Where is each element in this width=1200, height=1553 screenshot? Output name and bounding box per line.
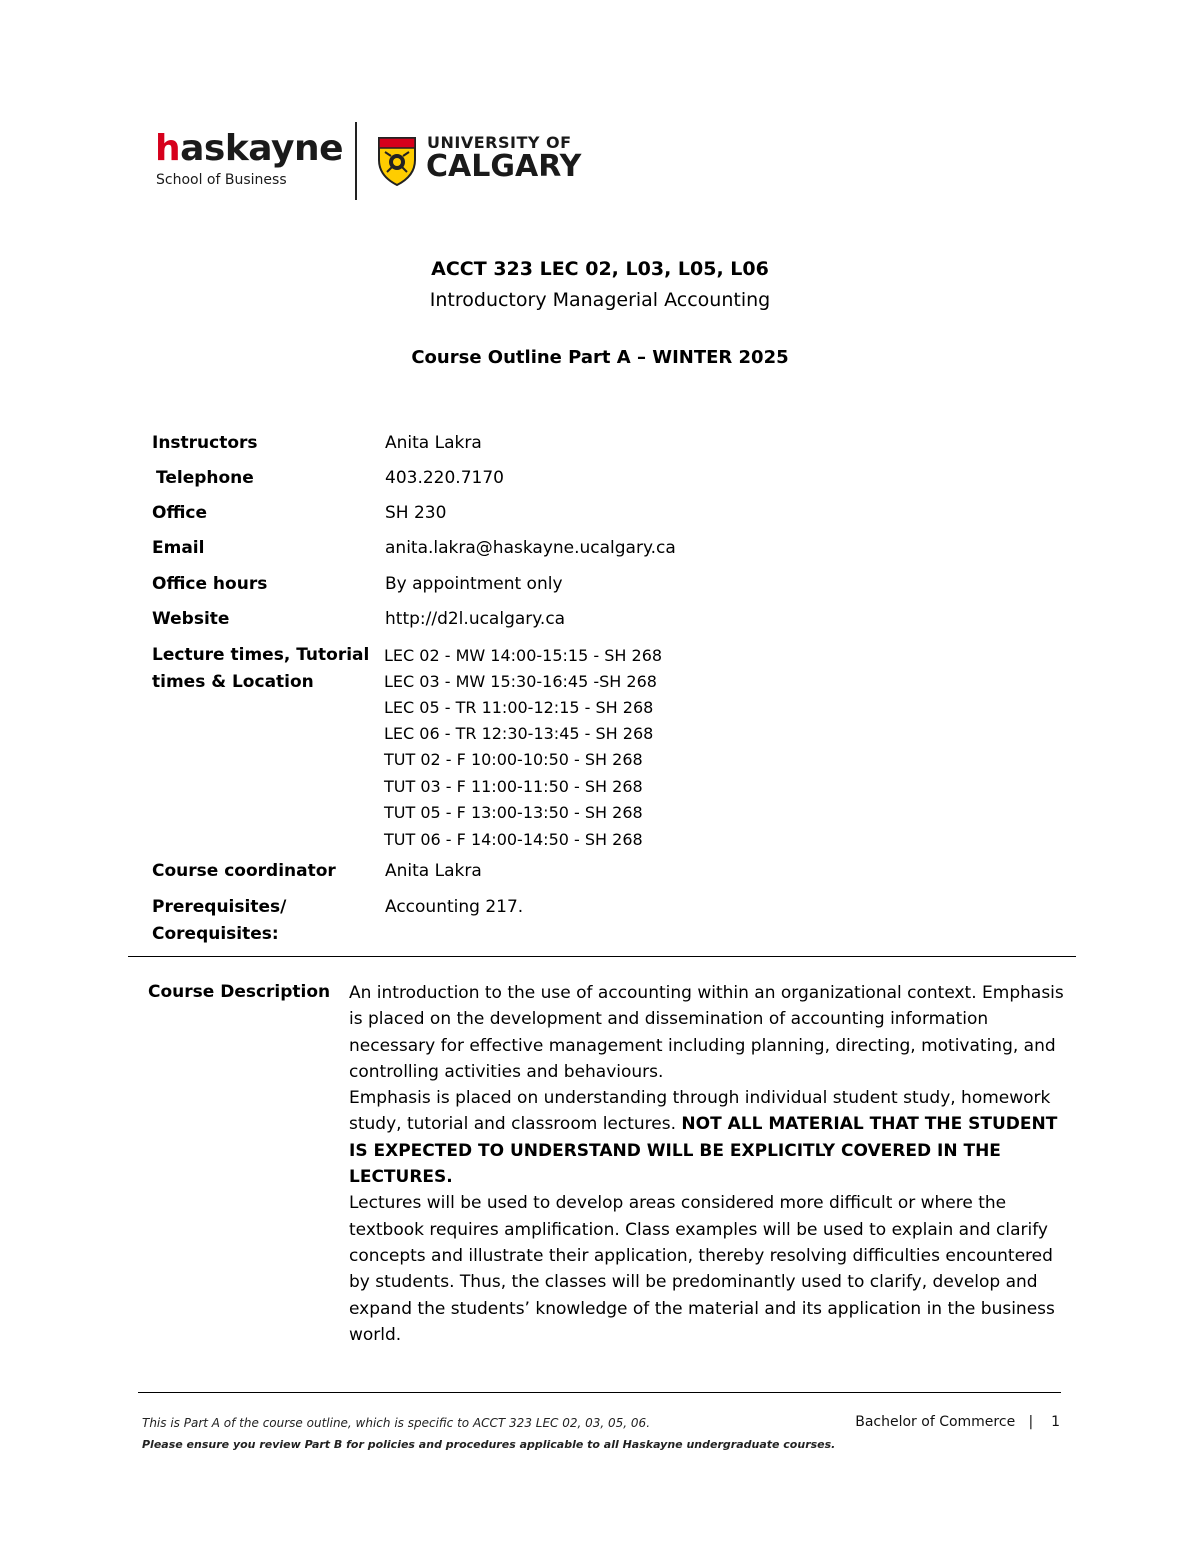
footer-program-page — [855, 1414, 1060, 1430]
lecture-times-label-line1: Lecture times, Tutorial — [152, 645, 370, 665]
footer-note-part-b: Please ensure you review Part B for policies and procedures applicable to all Haskayne undergraduate courses. — [142, 1438, 836, 1451]
website-label: Website — [152, 609, 230, 629]
instructors-label: Instructors — [152, 433, 258, 453]
schedule-line: TUT 06 - F 14:00-14:50 - SH 268 — [384, 830, 643, 849]
course-name: Introductory Managerial Accounting — [429, 289, 771, 311]
haskayne-wordmark-rest: askayne — [180, 128, 343, 169]
office-label: Office — [152, 503, 208, 523]
university-logo-bottom: CALGARY — [426, 149, 582, 184]
telephone-value: 403.220.7170 — [385, 468, 504, 488]
haskayne-logo-subtitle: School of Business — [156, 172, 287, 188]
outline-title: Course Outline Part A – WINTER 2025 — [411, 347, 789, 368]
lecture-times-label-line2: times & Location — [152, 672, 314, 692]
coordinator-value: Anita Lakra — [385, 861, 482, 881]
description-emphasis: NOT ALL MATERIAL THAT THE STUDENT IS EXPECTED TO UNDERSTAND WILL BE EXPLICITLY COVERED IN THE LECTURES. — [349, 1114, 1058, 1188]
page-number: 1 — [1051, 1414, 1060, 1430]
prerequisites-label-line1: Prerequisites/ — [152, 897, 287, 917]
prerequisites-label-line2: Corequisites: — [152, 924, 279, 944]
haskayne-accent-letter: h — [155, 128, 181, 169]
logo-divider — [355, 122, 357, 200]
schedule-line: TUT 02 - F 10:00-10:50 - SH 268 — [384, 750, 643, 769]
description-text: Emphasis is placed on understanding through individual student study, homework study, tutorial and classroom lectures. — [349, 1088, 1051, 1135]
prerequisites-value: Accounting 217. — [385, 897, 524, 917]
footer-note: This is Part A of the course outline, which is specific to ACCT 323 LEC 02, 03, 05, 06. — [142, 1416, 651, 1430]
schedule-line: LEC 06 - TR 12:30-13:45 - SH 268 — [384, 724, 654, 743]
university-crest-icon — [377, 134, 417, 186]
schedule-line: LEC 05 - TR 11:00-12:15 - SH 268 — [384, 698, 654, 717]
footer-divider — [138, 1392, 1061, 1393]
university-logo-top: UNIVERSITY OF — [427, 133, 572, 152]
haskayne-logo-wordmark — [155, 128, 343, 169]
schedule-line: TUT 05 - F 13:00-13:50 - SH 268 — [384, 803, 643, 822]
program-name: Bachelor of Commerce — [855, 1414, 1016, 1430]
schedule-line: LEC 03 - MW 15:30-16:45 -SH 268 — [384, 672, 657, 691]
office-hours-label: Office hours — [152, 574, 268, 594]
website-link[interactable]: http://d2l.ucalgary.ca — [385, 609, 566, 629]
telephone-label: Telephone — [156, 468, 254, 488]
email-label: Email — [152, 538, 205, 558]
course-code: ACCT 323 LEC 02, L03, L05, L06 — [431, 258, 769, 280]
description-paragraph — [349, 1085, 1079, 1190]
section-divider — [128, 956, 1076, 957]
course-description-label: Course Description — [148, 982, 331, 1002]
office-hours-value: By appointment only — [385, 574, 563, 594]
office-value: SH 230 — [385, 503, 447, 523]
course-description-body — [349, 980, 1079, 1348]
footer-separator: | — [1028, 1414, 1034, 1430]
description-paragraph: An introduction to the use of accounting within an organizational context. Emphasis is placed on the development and dissemination of accounting information necessary for effective management including planning, directing, motivating, and controlling activities and behaviours. — [349, 983, 1064, 1082]
schedule-line: LEC 02 - MW 14:00-15:15 - SH 268 — [384, 646, 663, 665]
schedule-line: TUT 03 - F 11:00-11:50 - SH 268 — [384, 777, 643, 796]
email-value[interactable]: anita.lakra@haskayne.ucalgary.ca — [385, 538, 676, 558]
coordinator-label: Course coordinator — [152, 861, 336, 881]
description-paragraph: Lectures will be used to develop areas considered more difficult or where the textbook requires amplification. Class examples will be used to explain and clarify concepts and illustrate their application, thereby resolving difficulties encountered by students. Thus, the classes will be predominantly used to clarify, develop and expand the students’ knowledge of the material and its application in the business world. — [349, 1193, 1055, 1345]
instructors-value: Anita Lakra — [385, 433, 482, 453]
